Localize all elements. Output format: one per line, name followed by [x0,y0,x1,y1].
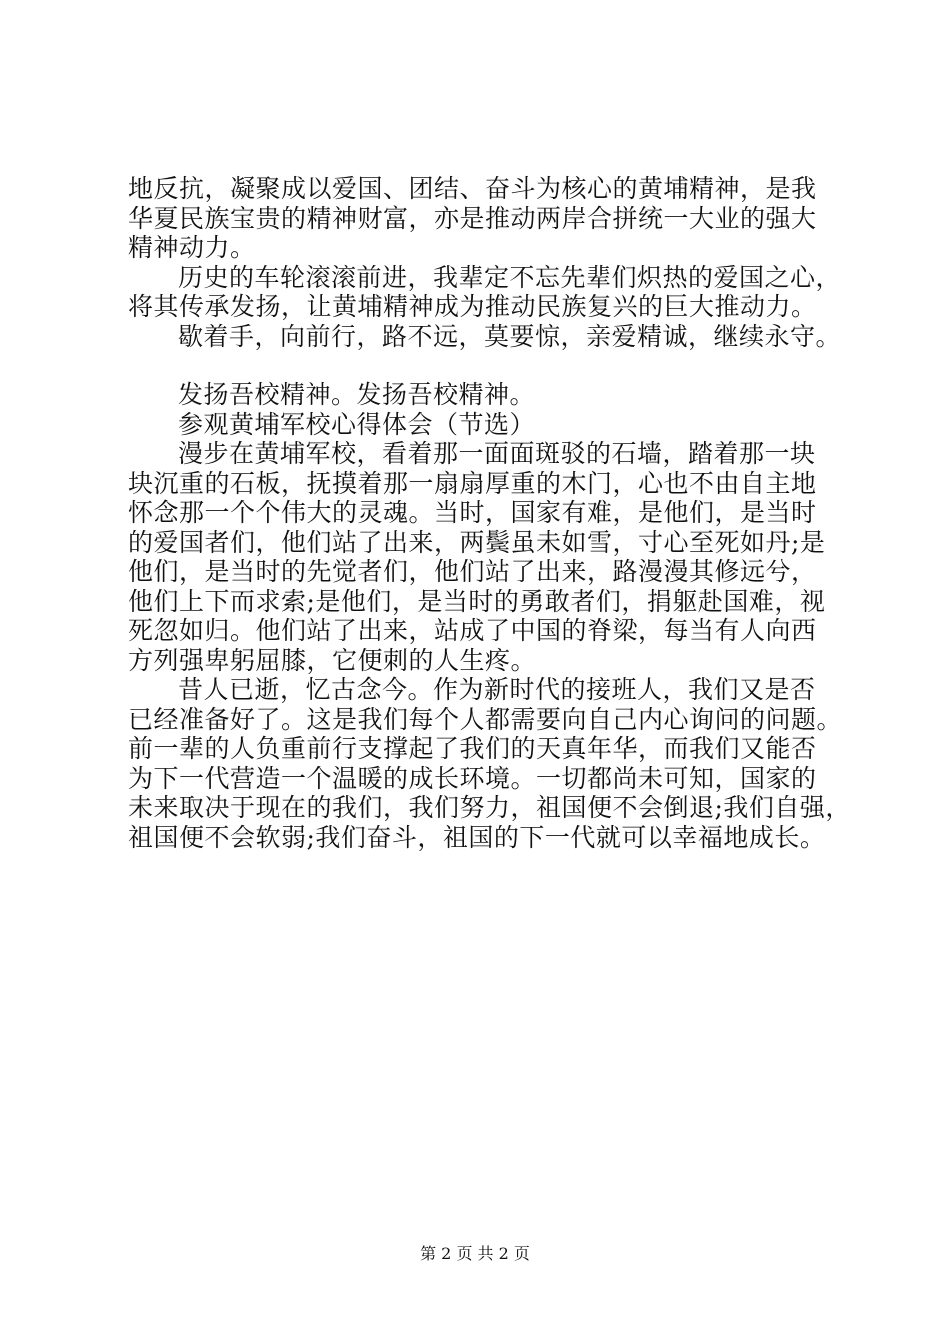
paragraph-line: 死忽如归。他们站了出来，站成了中国的脊梁，每当有人向西 [128,616,817,645]
paragraph-line: 发扬吾校精神。发扬吾校精神。 [178,380,536,409]
paragraph-line: 怀念那一个个伟大的灵魂。当时，国家有难，是他们，是当时 [128,498,817,527]
paragraph-gap [128,351,828,380]
page-number: 第 2 页 共 2 页 [420,1244,530,1263]
document-body [128,174,851,852]
paragraph-line: 已经准备好了。这是我们每个人都需要向自己内心询问的问题。 [128,704,843,734]
paragraph-line: 漫步在黄埔军校，看着那一面面斑驳的石墙，踏着那一块 [178,439,816,468]
paragraph-line: 昔人已逝，忆古念今。作为新时代的接班人，我们又是否 [178,675,816,704]
paragraph-line: 精神动力。 [128,233,256,262]
paragraph-line: 未来取决于现在的我们，我们努力，祖国便不会倒退;我们自强， [128,793,851,822]
paragraph-line: 块沉重的石板，抚摸着那一扇扇厚重的木门，心也不由自主地 [128,468,817,498]
page-footer [0,1244,950,1264]
paragraph-line: 方列强卑躬屈膝，它便刺的人生疼。 [128,645,537,675]
paragraph-line: 他们上下而求索;是他们，是当时的勇敢者们，捐躯赴国难，视 [128,586,826,616]
paragraph-line: 历史的车轮滚滚前进，我辈定不忘先辈们炽热的爱国之心， [178,262,842,292]
paragraph-line: 地反抗，凝聚成以爱国、团结、奋斗为核心的黄埔精神，是我 [128,174,817,203]
paragraph-line: 的爱国者们，他们站了出来，两鬓虽未如雪，寸心至死如丹;是 [128,527,826,557]
paragraph-line: 将其传承发扬，让黄埔精神成为推动民族复兴的巨大推动力。 [128,292,817,321]
paragraph-line: 华夏民族宝贵的精神财富，亦是推动两岸合拼统一大业的强大 [128,203,817,233]
paragraph-line: 他们，是当时的先觉者们，他们站了出来，路漫漫其修远兮， [128,557,817,586]
paragraph-line: 歇着手，向前行，路不远，莫要惊，亲爱精诚，继续永守。 [178,321,842,351]
section-subtitle: 参观黄埔军校心得体会（节选） [178,409,536,439]
paragraph-line: 祖国便不会软弱;我们奋斗，祖国的下一代就可以幸福地成长。 [128,822,826,852]
paragraph-line: 为下一代营造一个温暖的成长环境。一切都尚未可知，国家的 [128,763,817,793]
paragraph-line: 前一辈的人负重前行支撑起了我们的天真年华，而我们又能否 [128,734,817,763]
